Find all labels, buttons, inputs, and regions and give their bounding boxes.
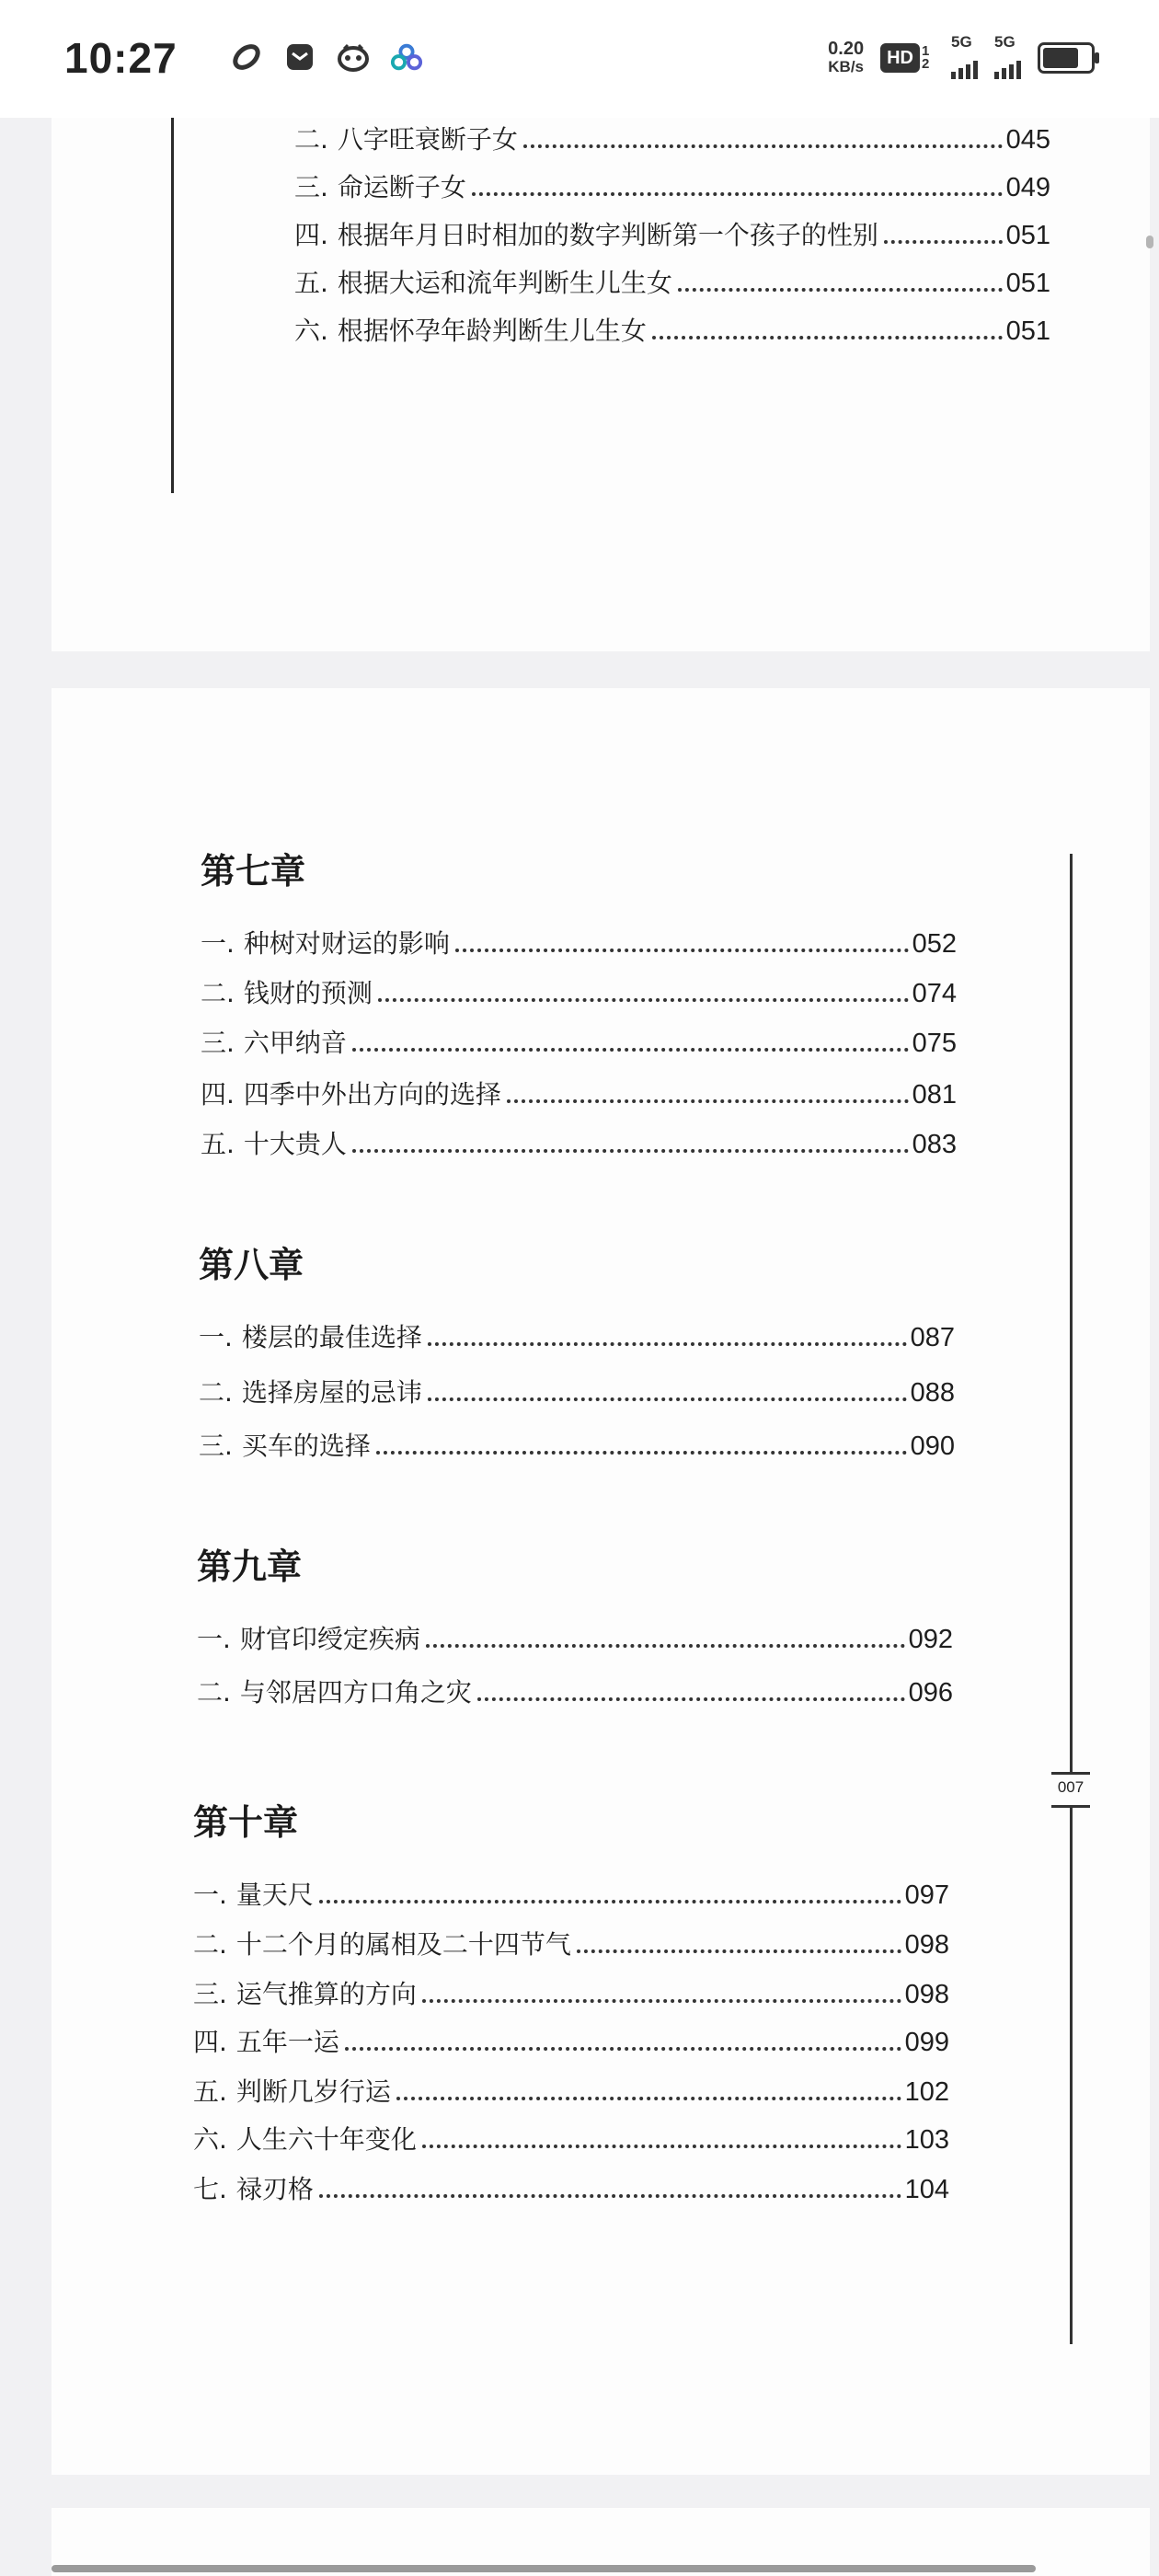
- hd-icon: HD: [880, 43, 920, 73]
- toc-entry-page: 081: [912, 1080, 957, 1110]
- toc-entry-number: 三.: [201, 1028, 235, 1058]
- signal-icon-sim2: [994, 33, 1021, 79]
- network-speed-value: 0.20: [828, 39, 865, 59]
- toc-leader-dots: [523, 144, 1003, 148]
- toc-entry-number: 三.: [193, 1979, 227, 2009]
- toc-entry[interactable]: [201, 1075, 957, 1111]
- toc-leader-dots: [428, 1342, 907, 1346]
- notification-icons: [230, 40, 423, 74]
- toc-leader-dots: [577, 1949, 901, 1953]
- horizontal-scrollbar-thumb[interactable]: [52, 2565, 1036, 2572]
- toc-entry-title: 四季中外出方向的选择: [243, 1079, 501, 1110]
- toc-entry[interactable]: [294, 120, 1050, 156]
- vertical-scrollbar-thumb[interactable]: [1146, 236, 1153, 248]
- toc-entry-number: 五.: [201, 1129, 235, 1159]
- chapter-heading: 第九章: [197, 1546, 303, 1587]
- toc-entry-page: 104: [904, 2175, 949, 2204]
- toc-entry-page: 098: [904, 1930, 949, 1960]
- toc-entry[interactable]: [193, 1875, 949, 1912]
- toc-entry-page: 045: [1005, 125, 1050, 155]
- toc-entry[interactable]: [294, 311, 1050, 348]
- toc-entry-number: 二.: [193, 1929, 227, 1960]
- toc-entry[interactable]: [193, 1974, 949, 2011]
- toc-entry-page: 096: [908, 1678, 953, 1708]
- toc-entry-title: 量天尺: [235, 1880, 314, 1910]
- toc-leader-dots: [884, 240, 1003, 244]
- toc-entry[interactable]: [294, 215, 1050, 252]
- signal-label-sim2: 5G: [994, 33, 1016, 51]
- cloud-icon: [390, 40, 423, 74]
- toc-entry-title: 买车的选择: [241, 1431, 371, 1461]
- toc-leader-dots: [345, 2047, 901, 2051]
- toc-entry-number: 三.: [294, 172, 328, 202]
- toc-entry-page: 083: [912, 1130, 957, 1159]
- toc-entry-number: 六.: [193, 2124, 227, 2155]
- toc-entry-number: 一.: [199, 1322, 233, 1352]
- toc-entry-number: 三.: [199, 1431, 233, 1461]
- toc-entry-page: 092: [908, 1625, 953, 1654]
- toc-entry-number: 四.: [294, 220, 328, 250]
- toc-entry-number: 四.: [201, 1079, 235, 1110]
- toc-entry-title: 根据怀孕年龄判断生儿生女: [337, 316, 647, 346]
- toc-entry-page: 051: [1005, 221, 1050, 250]
- toc-entry[interactable]: [193, 2072, 949, 2109]
- toc-entry-number: 二.: [197, 1677, 231, 1708]
- toc-entry-number: 六.: [294, 316, 328, 346]
- toc-entry-title: 十二个月的属相及二十四节气: [235, 1929, 571, 1960]
- page-side-rule-top: [1070, 854, 1073, 1774]
- toc-entry-page: 051: [1005, 316, 1050, 346]
- toc-entry-number: 二.: [201, 978, 235, 1008]
- toc-leader-dots: [422, 1999, 901, 2003]
- network-speed: [828, 40, 864, 76]
- toc-entry-title: 钱财的预测: [243, 978, 373, 1008]
- page-number-tick-top: [1051, 1772, 1090, 1775]
- toc-entry[interactable]: [197, 1673, 953, 1709]
- toc-entry-title: 种树对财运的影响: [243, 928, 450, 959]
- toc-entry-title: 禄刃格: [235, 2174, 314, 2204]
- bot-icon: [337, 40, 370, 74]
- toc-entry-title: 五年一运: [235, 2027, 339, 2057]
- toc-entry-page: 051: [1005, 269, 1050, 298]
- toc-leader-dots: [396, 2097, 901, 2100]
- toc-entry[interactable]: [199, 1317, 955, 1354]
- toc-leader-dots: [472, 192, 1003, 196]
- toc-entry-title: 六甲纳音: [243, 1028, 347, 1058]
- toc-entry-title: 八字旺衰断子女: [337, 124, 518, 155]
- toc-leader-dots: [428, 1397, 907, 1401]
- toc-entry-number: 二.: [294, 124, 328, 155]
- toc-entry-number: 一.: [197, 1624, 231, 1654]
- sync-icon: [230, 40, 263, 74]
- toc-entry-number: 五.: [193, 2076, 227, 2107]
- signal-icon-sim1: [951, 33, 978, 79]
- toc-entry-number: 五.: [294, 268, 328, 298]
- toc-entry-page: 087: [910, 1323, 955, 1352]
- toc-entry-page: 103: [904, 2125, 949, 2155]
- toc-entry-title: 人生六十年变化: [235, 2124, 417, 2155]
- toc-entry-title: 判断几岁行运: [235, 2076, 391, 2107]
- toc-entry-title: 选择房屋的忌讳: [241, 1377, 422, 1408]
- toc-entry-title: 运气推算的方向: [235, 1979, 417, 2009]
- toc-entry-number: 一.: [193, 1880, 227, 1910]
- toc-entry-title: 楼层的最佳选择: [241, 1322, 422, 1352]
- toc-entry-title: 根据大运和流年判断生儿生女: [337, 268, 672, 298]
- toc-entry-title: 根据年月日时相加的数字判断第一个孩子的性别: [337, 220, 878, 250]
- toc-entry-page: 097: [904, 1880, 949, 1910]
- toc-entry[interactable]: [201, 924, 957, 960]
- toc-entry-page: 075: [912, 1029, 957, 1058]
- toc-entry-page: 049: [1005, 173, 1050, 202]
- toc-entry[interactable]: [201, 1124, 957, 1161]
- toc-leader-dots: [507, 1099, 909, 1103]
- chapter-heading: 第七章: [201, 850, 306, 891]
- toc-leader-dots: [455, 949, 909, 952]
- toc-entry[interactable]: [193, 2120, 949, 2156]
- toc-leader-dots: [652, 336, 1003, 339]
- toc-entry[interactable]: [294, 263, 1050, 300]
- toc-leader-dots: [678, 288, 1003, 292]
- toc-leader-dots: [376, 1451, 907, 1455]
- toc-entry[interactable]: [197, 1619, 953, 1656]
- toc-entry-title: 十大贵人: [243, 1129, 347, 1159]
- toc-entry-title: 与邻居四方口角之灾: [239, 1677, 472, 1708]
- toc-leader-dots: [422, 2145, 901, 2148]
- toc-leader-dots: [352, 1149, 909, 1153]
- toc-entry-number: 一.: [201, 928, 235, 959]
- toc-entry-title: 命运断子女: [337, 172, 466, 202]
- toc-entry[interactable]: [201, 973, 957, 1010]
- toc-entry-number: 七.: [193, 2174, 227, 2204]
- toc-entry[interactable]: [199, 1426, 955, 1463]
- toc-entry-number: 四.: [193, 2027, 227, 2057]
- toc-entry[interactable]: [193, 1925, 949, 1961]
- toc-entry-number: 二.: [199, 1377, 233, 1408]
- toc-entry-title: 财官印绶定疾病: [239, 1624, 420, 1654]
- chapter-heading: 第十章: [193, 1801, 299, 1843]
- toc-leader-dots: [477, 1697, 905, 1701]
- toc-leader-dots: [378, 998, 909, 1002]
- toc-entry[interactable]: [199, 1373, 955, 1409]
- toc-entry-page: 088: [910, 1378, 955, 1408]
- page-margin-rule: [171, 118, 174, 493]
- page-number: 007: [1057, 1778, 1084, 1796]
- page-side-rule-bottom: [1070, 1807, 1073, 2344]
- battery-icon: [1038, 42, 1095, 74]
- toc-entry[interactable]: [201, 1023, 957, 1060]
- toc-entry-page: 102: [904, 2077, 949, 2107]
- network-speed-unit: KB/s: [828, 58, 864, 75]
- toc-entry-page: 052: [912, 929, 957, 959]
- toc-entry[interactable]: [294, 167, 1050, 204]
- toc-entry-page: 074: [912, 979, 957, 1008]
- status-bar: [0, 0, 1159, 118]
- toc-leader-dots: [352, 1048, 909, 1052]
- toc-entry-page: 099: [904, 2028, 949, 2057]
- toc-leader-dots: [426, 1644, 905, 1648]
- message-icon: [283, 40, 316, 74]
- chapter-heading: 第八章: [199, 1244, 304, 1285]
- toc-entry-page: 090: [910, 1432, 955, 1461]
- toc-entry[interactable]: [193, 2022, 949, 2059]
- toc-entry-page: 098: [904, 1980, 949, 2009]
- system-indicators: [828, 33, 1095, 79]
- toc-leader-dots: [319, 1900, 901, 1903]
- toc-leader-dots: [319, 2194, 901, 2198]
- signal-label-sim1: 5G: [951, 33, 972, 51]
- hd-voice-indicator: [880, 43, 935, 73]
- toc-entry[interactable]: [193, 2169, 949, 2206]
- clock: 10:27: [64, 34, 178, 82]
- hd-sub-label: 1 2: [922, 43, 930, 72]
